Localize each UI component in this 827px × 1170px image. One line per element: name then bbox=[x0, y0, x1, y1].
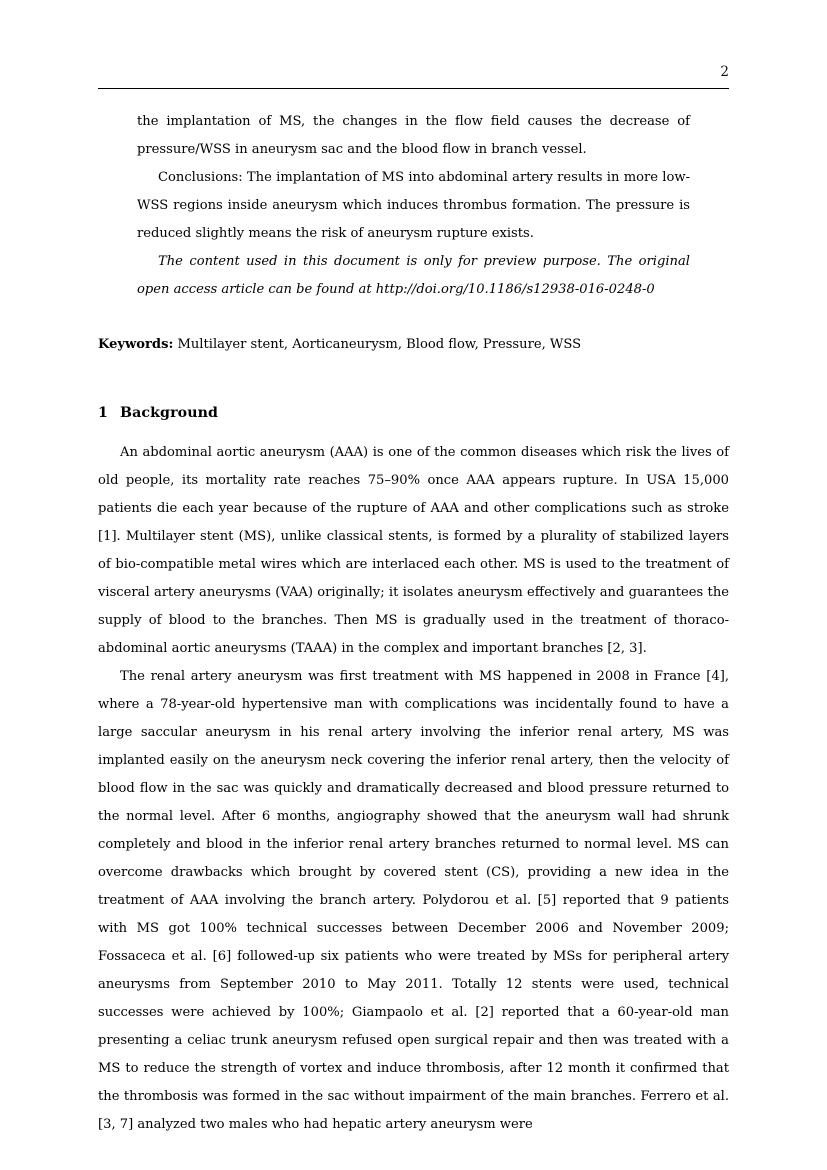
body-paragraph-1: An abdominal aortic aneurysm (AAA) is one of the common diseases which risk the lives of old people, its mortality rate reaches 75–90% once AAA appears rupture. In USA 15,000 patients die each year because of the rupture of AAA and other complications such as stroke [1]. Multilayer stent (MS), unlike classical stents, is formed by a plurality of stabilized layers of bio-compatible metal wires which are interlaced each other. MS is used to the treatment of visceral artery aneurysms (VAA) originally; it isolates aneurysm effectively and guarantees the supply of blood to the branches. Then MS is gradually used in the treatment of thoraco-abdominal aortic aneurysms (TAAA) in the complex and important branches [2, 3]. bbox=[98, 445, 729, 656]
section-title: Background bbox=[120, 405, 219, 421]
body-paragraph-2: The renal artery aneurysm was first treatment with MS happened in 2008 in France [4], where a 78-year-old hypertensive man with complications was incidentally found to have a large saccular aneurysm in his renal artery involving the inferior renal artery, MS was implanted easily on the aneurysm neck covering the inferior renal artery, then the velocity of blood flow in the sac was quickly and dramatically decreased and blood pressure returned to the normal level. After 6 months, angiography showed that the aneurysm wall had shrunk completely and blood in the inferior renal artery branches returned to normal level. MS can overcome drawbacks which brought by covered stent (CS), providing a new idea in the treatment of AAA involving the branch artery. Polydorou et al. [5] reported that 9 patients with MS got 100% technical successes between December 2006 and November 2009; Fossaceca et al. [6] followed-up six patients who were treated by MSs for peripheral artery aneurysms from September 2010 to May 2011. Totally 12 stents were used, technical successes were achieved by 100%; Giampaolo et al. [2] reported that a 60-year-old man presenting a celiac trunk aneurysm refused open surgical repair and then was treated with a MS to reduce the strength of vortex and induce thrombosis, after 12 month it confirmed that the thrombosis was formed in the sac without impairment of the main branches. Ferrero et al. [3, 7] analyzed two males who had hepatic artery aneurysm were bbox=[98, 669, 729, 1132]
section-number: 1 bbox=[98, 405, 108, 421]
preview-purpose-note: The content used in this document is only for preview purpose. The original open access article can be found at http://doi.org/10.1186/s12938-016-0248-0 bbox=[137, 254, 690, 297]
keywords-label: Keywords: bbox=[98, 337, 174, 352]
header-rule bbox=[98, 88, 729, 89]
keywords-line bbox=[98, 331, 729, 359]
abstract-paragraph-1: the implantation of MS, the changes in the flow field causes the decrease of pressure/WSS in aneurysm sac and the blood flow in branch vessel. bbox=[137, 114, 690, 157]
body-text bbox=[98, 439, 729, 1139]
abstract-continuation-block bbox=[137, 108, 690, 304]
page-content bbox=[98, 108, 729, 1139]
section-heading-wrap bbox=[98, 403, 729, 423]
page-header bbox=[98, 66, 729, 89]
keywords-value: Multilayer stent, Aorticaneurysm, Blood flow, Pressure, WSS bbox=[177, 337, 582, 352]
page-number: 2 bbox=[720, 64, 729, 80]
abstract-conclusions-paragraph: Conclusions: The implantation of MS into abdominal artery results in more low-WSS regions inside aneurysm which induces thrombus formation. The pressure is reduced slightly means the risk of aneurysm rupture exists. bbox=[137, 170, 690, 241]
section-heading-background bbox=[98, 403, 729, 423]
